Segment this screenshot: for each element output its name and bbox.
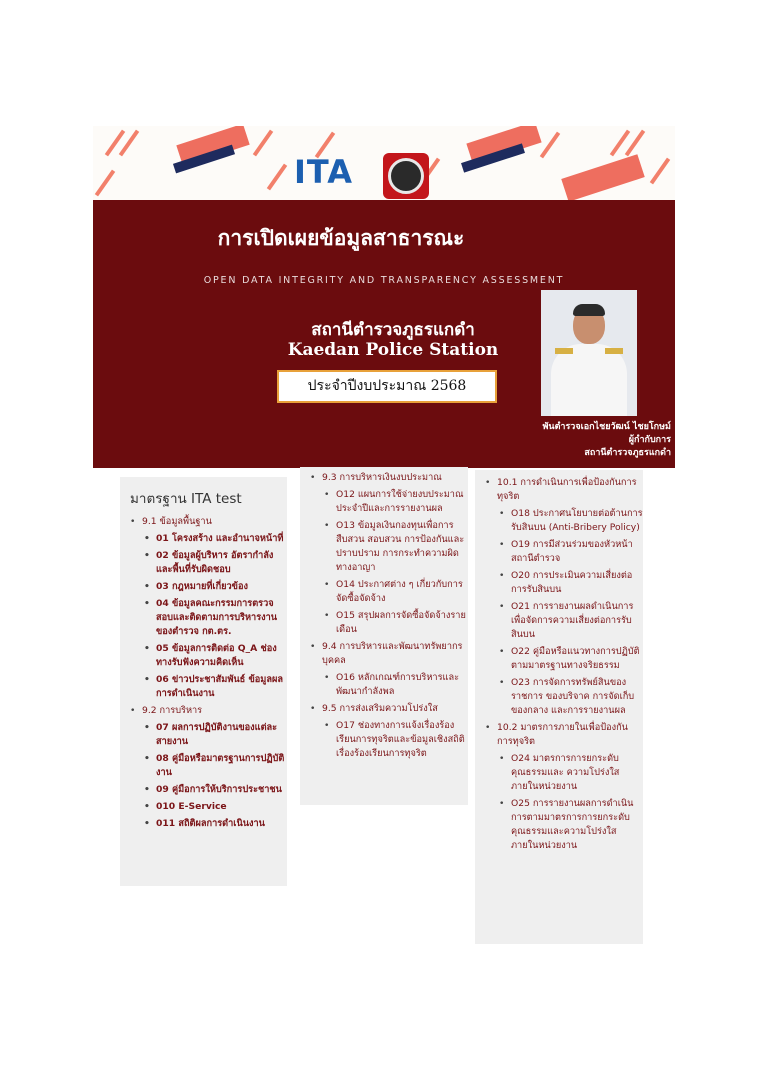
section-link[interactable]: • 10.2 มาตรการภายในเพื่อป้องกันการทุจริต [475,721,643,749]
section-link[interactable]: • 10.1 การดำเนินการเพื่อป้องกันการทุจริต [475,476,643,504]
document-link[interactable]: • O24 มาตรการการยกระดับคุณธรรมและ ความโปร่งใสภายในหน่วยงาน [475,752,643,794]
ita-standard-column-2 [300,467,468,805]
document-link[interactable]: • 07 ผลการปฏิบัติงานของแต่ละสายงาน [120,721,287,749]
document-link[interactable]: • O25 การรายงานผลการดำเนินการตามมาตรการการยกระดับคุณธรรมและความโปร่งใสภายในหน่วยงาน [475,797,643,853]
decor-stripe [267,164,287,191]
document-link[interactable]: • 03 กฎหมายที่เกี่ยวข้อง [120,580,287,594]
item-list [475,476,643,853]
page-title: การเปิดเผยข้อมูลสาธารณะ [217,226,465,250]
document-link[interactable]: • 010 E-Service [120,800,287,814]
document-link[interactable]: • 02 ข้อมูลผู้บริหาร อัตรากำลังและพื้นที่รับผิดชอบ [120,549,287,577]
document-link[interactable]: • O21 การรายงานผลดำเนินการเพื่อจัดการความเสี่ยงต่อการรับสินบน [475,600,643,642]
document-link[interactable]: • O23 การจัดการทรัพย์สินของราชการ ของบริจาค การจัดเก็บของกลาง และการรายงานผล [475,676,643,718]
document-link[interactable]: • 05 ข้อมูลการติดต่อ Q_A ช่องทางรับฟังความคิดเห็น [120,642,287,670]
decor-stripe [253,130,273,157]
chief-caption [501,421,671,460]
header-banner [93,200,675,468]
decor-stripe [95,170,115,197]
document-link[interactable]: • 04 ข้อมูลคณะกรรมการตรวจสอบและติดตามการบริหารงานของตำรวจ กต.ตร. [120,597,287,639]
document-link[interactable]: • 09 คู่มือการให้บริการประชาชน [120,783,287,797]
ita-standard-column-1 [120,477,287,886]
decor-shape [561,154,645,200]
document-link[interactable]: • 06 ข่าวประชาสัมพันธ์ ข้อมูลผลการดำเนินงาน [120,673,287,701]
document-link[interactable]: • O13 ข้อมูลเงินกองทุนเพื่อการสืบสวน สอบสวน การป้องกันและปราบปราม การกระทำความผิดทางอาญา [300,519,468,575]
document-link[interactable]: • O20 การประเมินความเสี่ยงต่อการรับสินบน [475,569,643,597]
section-link[interactable]: • 9.1 ข้อมูลพื้นฐาน [120,515,287,529]
document-link[interactable]: • O14 ประกาศต่าง ๆ เกี่ยวกับการจัดซื้อจัดจ้าง [300,578,468,606]
document-link[interactable]: • O18 ประกาศนโยบายต่อต้านการรับสินบน (Anti-Bribery Policy) [475,507,643,535]
station-name-en: Kaedan Police Station [287,340,499,360]
chief-name: พันตำรวจเอกไชยวัฒน์ ไชยโกษม์ [542,422,671,432]
document-link[interactable]: • 011 สถิติผลการดำเนินงาน [120,817,287,831]
decor-stripe [650,158,670,185]
police-emblem-icon [383,153,429,199]
chief-station: สถานีตำรวจภูธรแกดำ [584,448,671,458]
document-link[interactable]: • O22 คู่มือหรือแนวทางการปฏิบัติ ตามมาตรฐานทางจริยธรรม [475,645,643,673]
ita-logo: ITA [294,153,354,191]
document-link[interactable]: • O16 หลักเกณฑ์การบริหารและพัฒนากำลังพล [300,671,468,699]
decor-stripe [540,132,560,159]
item-list [300,471,468,761]
document-link[interactable]: • 01 โครงสร้าง และอำนาจหน้าที่ [120,532,287,546]
section-link[interactable]: • 9.4 การบริหารและพัฒนาทรัพยากรบุคคล [300,640,468,668]
section-heading: มาตรฐาน ITA test [130,491,242,507]
section-link[interactable]: • 9.5 การส่งเสริมความโปร่งใส [300,702,468,716]
section-link[interactable]: • 9.3 การบริหารเงินงบประมาณ [300,471,468,485]
ita-standard-column-3 [475,470,643,944]
document-link[interactable]: • O12 แผนการใช้จ่ายงบประมาณประจำปีและการรายงานผล [300,488,468,516]
document-link[interactable]: • 08 คู่มือหรือมาตรฐานการปฏิบัติงาน [120,752,287,780]
document-link[interactable]: • O19 การมีส่วนร่วมของหัวหน้าสถานีตำรวจ [475,538,643,566]
page-subtitle: OPEN DATA INTEGRITY AND TRANSPARENCY ASSESSMENT [203,275,565,286]
fiscal-year-label: ประจำปีงบประมาณ 2568 [277,370,497,403]
section-link[interactable]: • 9.2 การบริหาร [120,704,287,718]
chief-photo [541,290,637,416]
chief-position: ผู้กำกับการ [628,435,671,445]
item-list [120,515,287,831]
document-link[interactable]: • O15 สรุปผลการจัดซื้อจัดจ้างรายเดือน [300,609,468,637]
station-name-th: สถานีตำรวจภูธรแกดำ [311,320,475,340]
document-link[interactable]: • O17 ช่องทางการแจ้งเรื่องร้องเรียนการทุจริตและข้อมูลเชิงสถิติเรื่องร้องเรียนการทุจริต [300,719,468,761]
